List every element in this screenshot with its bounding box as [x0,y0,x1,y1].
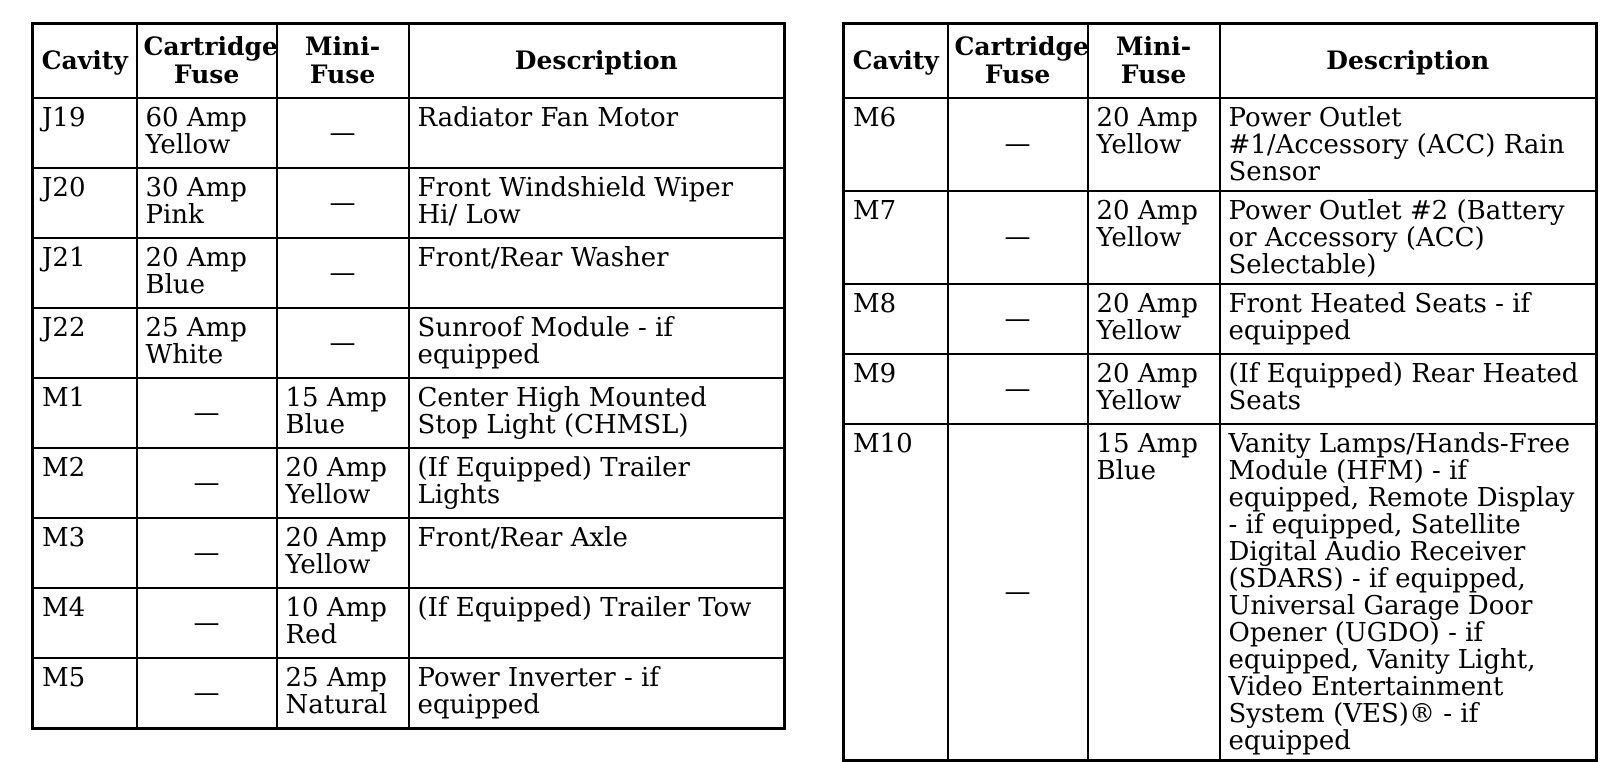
mini-fuse-cell [277,98,409,168]
description-cell: Power Outlet #1/Accessory (ACC) Rain Sensor [1220,98,1597,191]
cartridge-fuse-cell [137,588,277,658]
cartridge-fuse-cell [137,658,277,729]
cartridge-fuse-cell [948,284,1088,354]
header-mini-fuse: Mini- Fuse [1088,24,1220,99]
cavity-cell: M6 [844,98,948,191]
table-row [844,424,1597,761]
description-cell: Radiator Fan Motor [409,98,785,168]
header-description: Description [1220,24,1597,99]
empty-dash: — [329,327,356,358]
mini-fuse-cell: 20 Amp Yellow [1088,98,1220,191]
cavity-cell: J20 [33,168,137,238]
mini-fuse-cell: 20 Amp Yellow [1088,191,1220,284]
cavity-cell: M4 [33,588,137,658]
table-header-row [844,24,1597,99]
empty-dash: — [329,187,356,218]
cartridge-fuse-cell: 30 Amp Pink [137,168,277,238]
empty-dash: — [329,257,356,288]
header-cartridge-fuse: Cartridge Fuse [137,24,277,99]
table-header-row [33,24,785,99]
mini-fuse-cell: 20 Amp Yellow [277,518,409,588]
mini-fuse-cell: 15 Amp Blue [1088,424,1220,761]
description-cell: Power Inverter - if equipped [409,658,785,729]
header-description: Description [409,24,785,99]
cartridge-fuse-cell [948,98,1088,191]
description-cell: Front Heated Seats - if equipped [1220,284,1597,354]
fuse-table-right [842,22,1598,762]
cartridge-fuse-cell [948,424,1088,761]
description-cell: (If Equipped) Rear Heated Seats [1220,354,1597,424]
table-row [844,354,1597,424]
cartridge-fuse-cell: 20 Amp Blue [137,238,277,308]
table-row [33,308,785,378]
table-row [33,658,785,729]
table-row [33,448,785,518]
empty-dash: — [1004,576,1031,607]
mini-fuse-cell: 20 Amp Yellow [1088,354,1220,424]
description-cell: Front/Rear Washer [409,238,785,308]
cavity-cell: J21 [33,238,137,308]
mini-fuse-cell [277,168,409,238]
table-row [844,191,1597,284]
cartridge-fuse-cell: 25 Amp White [137,308,277,378]
table-row [33,588,785,658]
cavity-cell: M8 [844,284,948,354]
cavity-cell: J19 [33,98,137,168]
mini-fuse-cell [277,238,409,308]
empty-dash: — [193,607,220,638]
fuse-table-left [31,22,786,730]
description-cell: Power Outlet #2 (Battery or Accessory (ACC) Selectable) [1220,191,1597,284]
table-row [844,98,1597,191]
empty-dash: — [193,537,220,568]
cartridge-fuse-cell [137,378,277,448]
cavity-cell: M3 [33,518,137,588]
table-row [33,98,785,168]
table-row [33,168,785,238]
mini-fuse-cell: 20 Amp Yellow [1088,284,1220,354]
cartridge-fuse-cell [137,518,277,588]
mini-fuse-cell [277,308,409,378]
table-row [33,378,785,448]
description-cell: Vanity Lamps/Hands-Free Module (HFM) - if equipped, Remote Display - if equipped, Satellite Digital Audio Receiver (SDARS) - if equipped, Universal Garage Door Opener (UGDO) - if equipped, Vanity Light, Video Entertainment System (VES)® - if equipped [1220,424,1597,761]
description-cell: Front/Rear Axle [409,518,785,588]
mini-fuse-cell: 10 Amp Red [277,588,409,658]
mini-fuse-cell: 20 Amp Yellow [277,448,409,518]
cartridge-fuse-cell: 60 Amp Yellow [137,98,277,168]
cavity-cell: J22 [33,308,137,378]
cavity-cell: M7 [844,191,948,284]
empty-dash: — [1004,222,1031,252]
header-mini-fuse: Mini- Fuse [277,24,409,99]
empty-dash: — [193,397,220,428]
empty-dash: — [193,677,220,708]
cartridge-fuse-cell [948,191,1088,284]
cartridge-fuse-cell [948,354,1088,424]
cavity-cell: M9 [844,354,948,424]
empty-dash: — [1004,129,1031,159]
table-row [33,518,785,588]
cartridge-fuse-cell [137,448,277,518]
description-cell: Sunroof Module - if equipped [409,308,785,378]
empty-dash: — [329,117,356,148]
cavity-cell: M5 [33,658,137,729]
header-cartridge-fuse: Cartridge Fuse [948,24,1088,99]
table-row [33,238,785,308]
cavity-cell: M1 [33,378,137,448]
mini-fuse-cell: 25 Amp Natural [277,658,409,729]
empty-dash: — [193,467,220,498]
empty-dash: — [1004,303,1031,334]
mini-fuse-cell: 15 Amp Blue [277,378,409,448]
description-cell: Front Windshield Wiper Hi/ Low [409,168,785,238]
table-row [844,284,1597,354]
description-cell: Center High Mounted Stop Light (CHMSL) [409,378,785,448]
empty-dash: — [1004,373,1031,404]
description-cell: (If Equipped) Trailer Tow [409,588,785,658]
cavity-cell: M2 [33,448,137,518]
header-cavity: Cavity [844,24,948,99]
description-cell: (If Equipped) Trailer Lights [409,448,785,518]
cavity-cell: M10 [844,424,948,761]
header-cavity: Cavity [33,24,137,99]
